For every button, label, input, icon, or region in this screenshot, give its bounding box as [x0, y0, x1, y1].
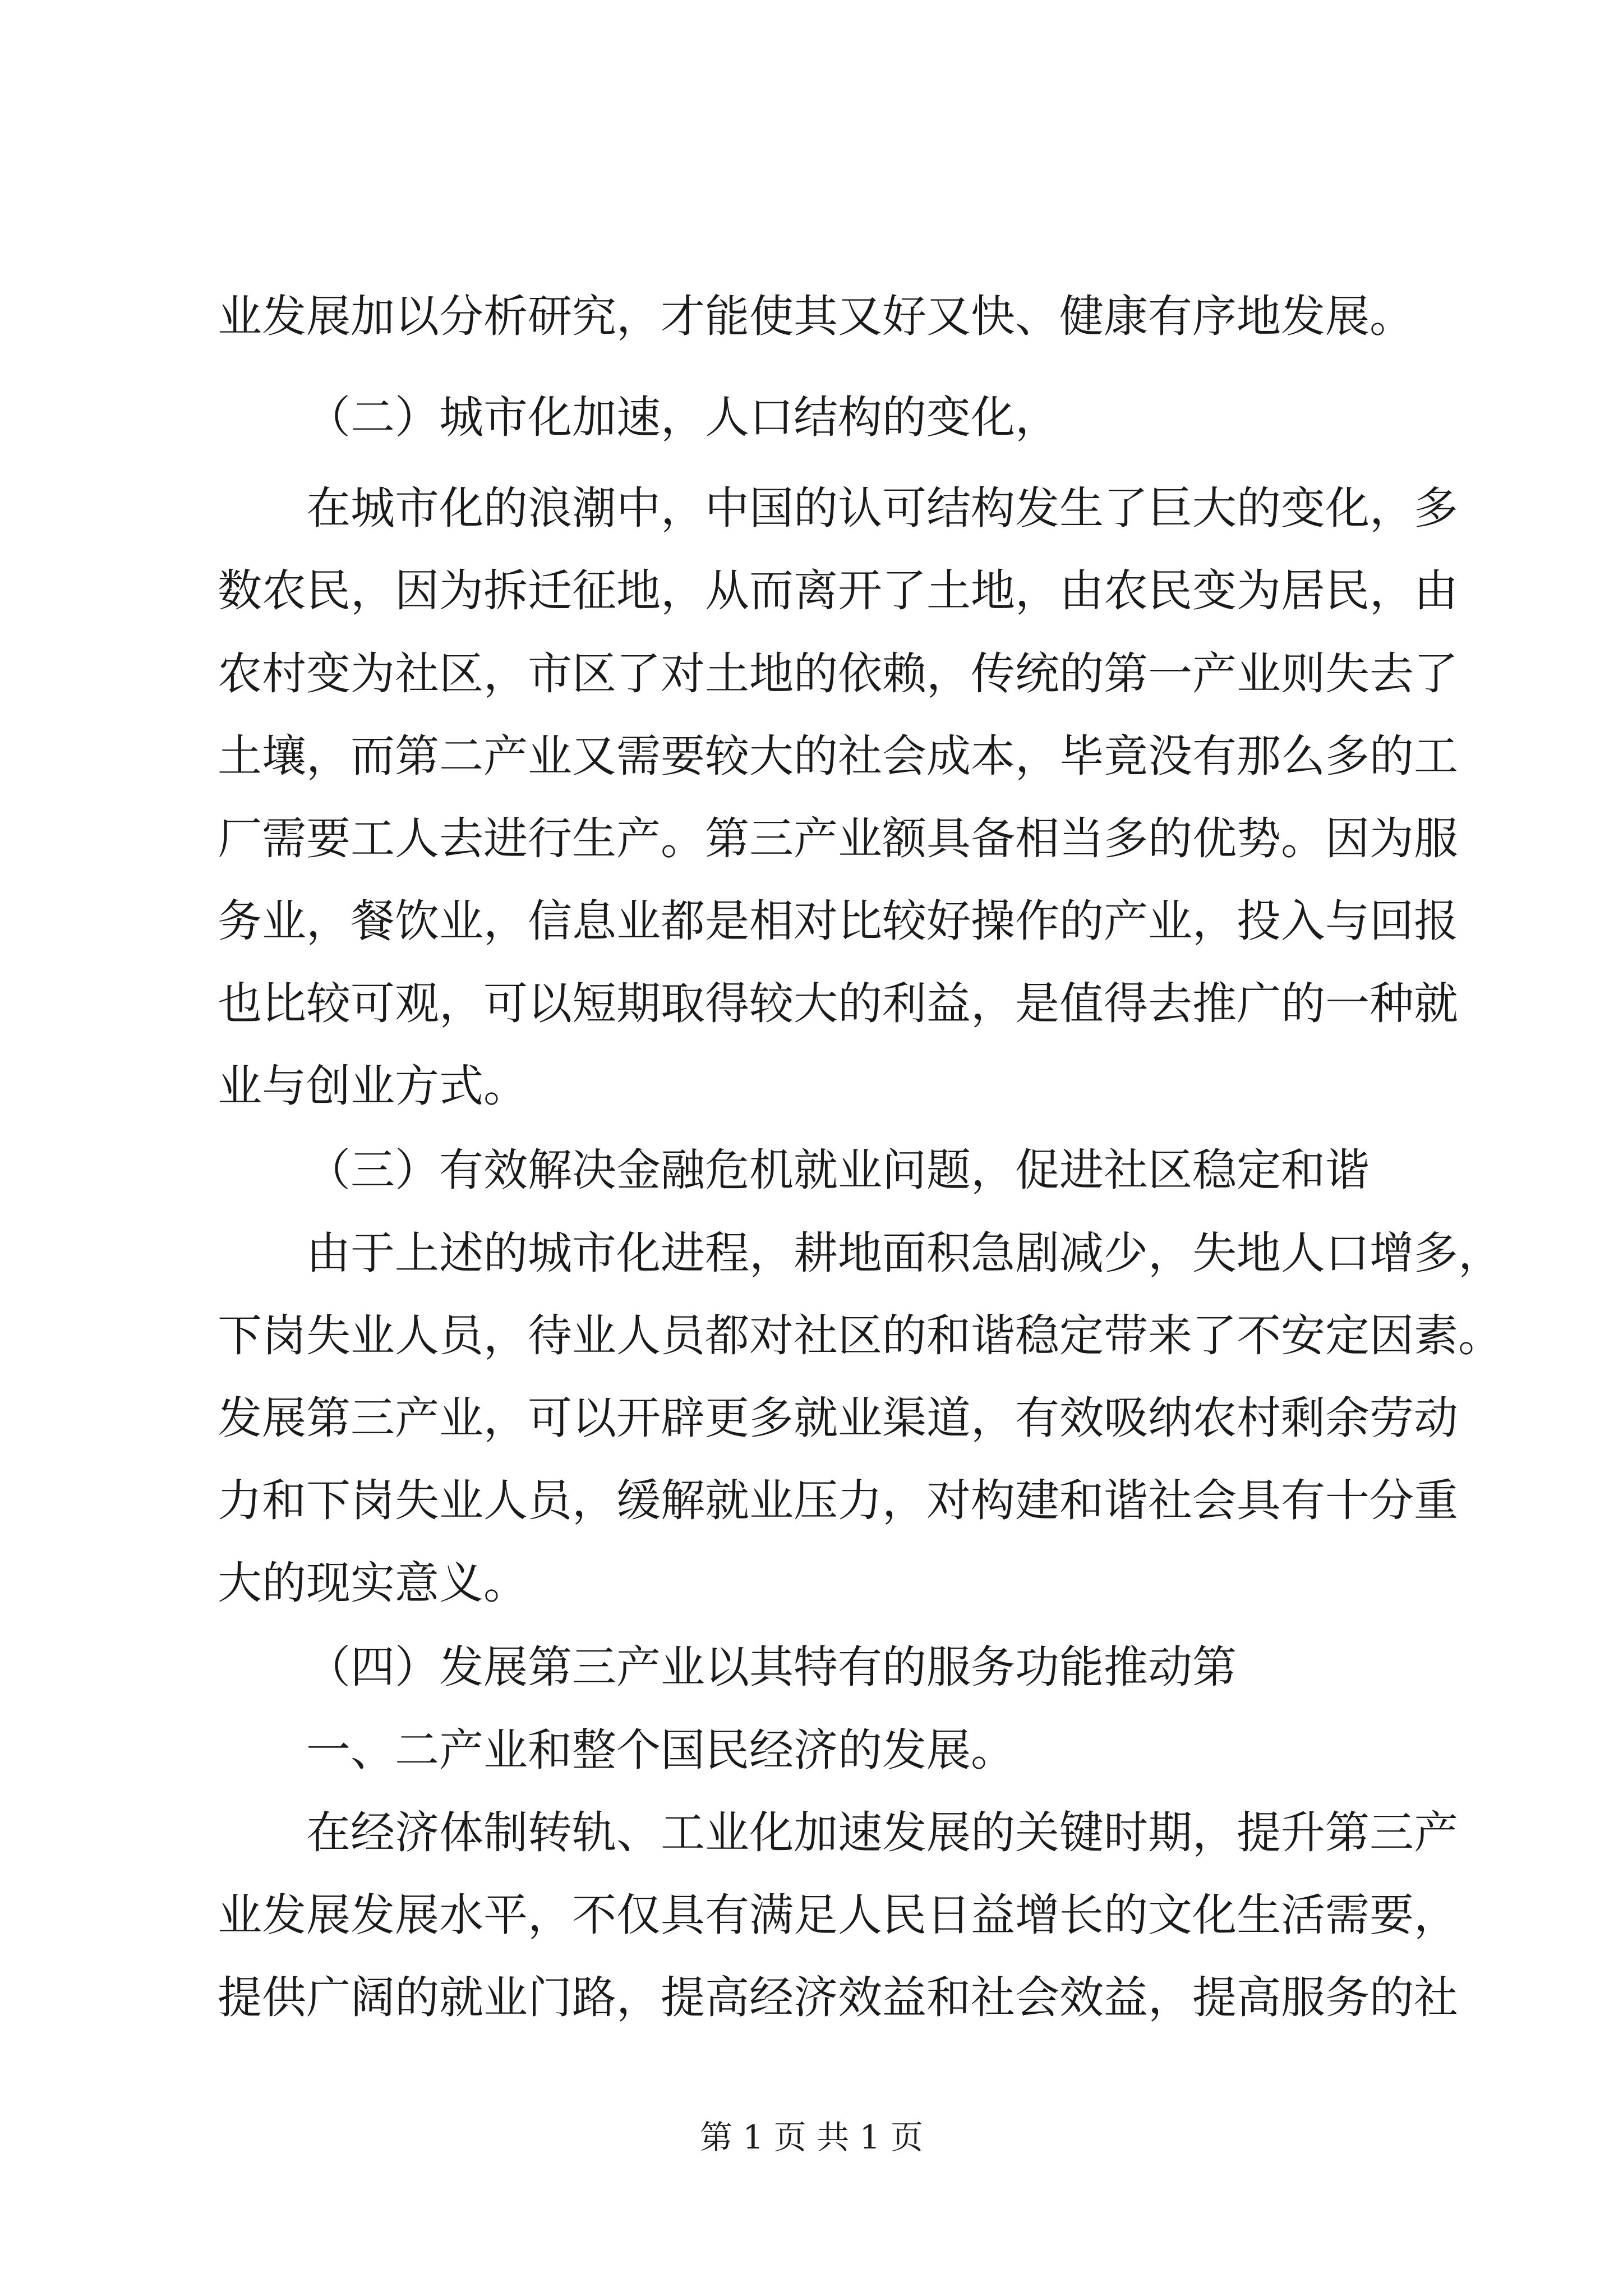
text-line: 业 发 展 发 展 水 平 ， 不 仅 具 有 满 足 人 民 日 益 增 长 的 文 化 生 活 需 要 ，	[218, 1889, 1458, 1941]
text-line: 力 和 下 岗 失 业 人 员 ， 缓 解 就 业 压 力 ， 对 构 建 和 谐 社 会 具 有 十 分 重	[218, 1475, 1458, 1526]
section-heading: （三）有效解决金融危机就业问题，促进社区稳定和谐	[306, 1144, 1370, 1196]
text-line: 在 城 市 化 的 浪 潮 中 ， 中 国 的 认 可 结 构 发 生 了 巨 大 的 变 化 ， 多	[306, 482, 1458, 534]
text-line: 在 经 济 体 制 转 轨 、 工 业 化 加 速 发 展 的 关 键 时 期 ， 提 升 第 三 产	[306, 1807, 1458, 1858]
page-footer: 第 1 页 共 1 页	[700, 2118, 923, 2156]
text-line: 业 发 展 加 以 分 析 研 究 ， 才 能 使 其 又 好 又 快 、 健 康 有 序 地 发 展 。	[218, 291, 1414, 342]
text-line: 务 业 ， 餐 饮 业 ， 信 息 业 都 是 相 对 比 较 好 操 作 的 产 业 ， 投 入 与 回 报	[218, 895, 1458, 947]
text-line: 业与创业方式。	[218, 1060, 528, 1112]
text-line: 由 于 上 述 的 城 市 化 进 程 ， 耕 地 面 积 急 剧 减 少 ， 失 地 人 口 增 多 ，	[306, 1227, 1502, 1279]
section-heading: 一、二产业和整个国民经济的发展。	[306, 1724, 1015, 1776]
section-heading: （二）城市化加速，人口结构的变化，	[306, 392, 1059, 443]
text-line: 也 比 较 可 观 ， 可 以 短 期 取 得 较 大 的 利 益 ， 是 值 得 去 推 广 的 一 种 就	[218, 978, 1458, 1029]
text-line: 厂 需 要 工 人 去 进 行 生 产 。 第 三 产 业 额 具 备 相 当 多 的 优 势 。 因 为 服	[218, 813, 1458, 864]
text-line: 数 农 民 ， 因 为 拆 迁 征 地 ， 从 而 离 开 了 土 地 ， 由 农 民 变 为 居 民 ， 由	[218, 565, 1458, 616]
text-line: 大的现实意义。	[218, 1557, 528, 1609]
section-heading: （四）发展第三产业以其特有的服务功能推动第	[306, 1641, 1237, 1693]
text-line: 土 壤 ， 而 第 二 产 业 又 需 要 较 大 的 社 会 成 本 ， 毕 竟 没 有 那 么 多 的 工	[218, 730, 1458, 782]
text-line: 下 岗 失 业 人 员 ， 待 业 人 员 都 对 社 区 的 和 谐 稳 定 带 来 了 不 安 定 因 素 。	[218, 1310, 1502, 1361]
text-line: 提 供 广 阔 的 就 业 门 路 ， 提 高 经 济 效 益 和 社 会 效 益 ， 提 高 服 务 的 社	[218, 1972, 1458, 2023]
text-line: 农 村 变 为 社 区 ， 市 区 了 对 土 地 的 依 赖 ， 传 统 的 第 一 产 业 则 失 去 了	[218, 648, 1458, 700]
text-line: 发 展 第 三 产 业 ， 可 以 开 辟 更 多 就 业 渠 道 ， 有 效 吸 纳 农 村 剩 余 劳 动	[218, 1392, 1458, 1444]
